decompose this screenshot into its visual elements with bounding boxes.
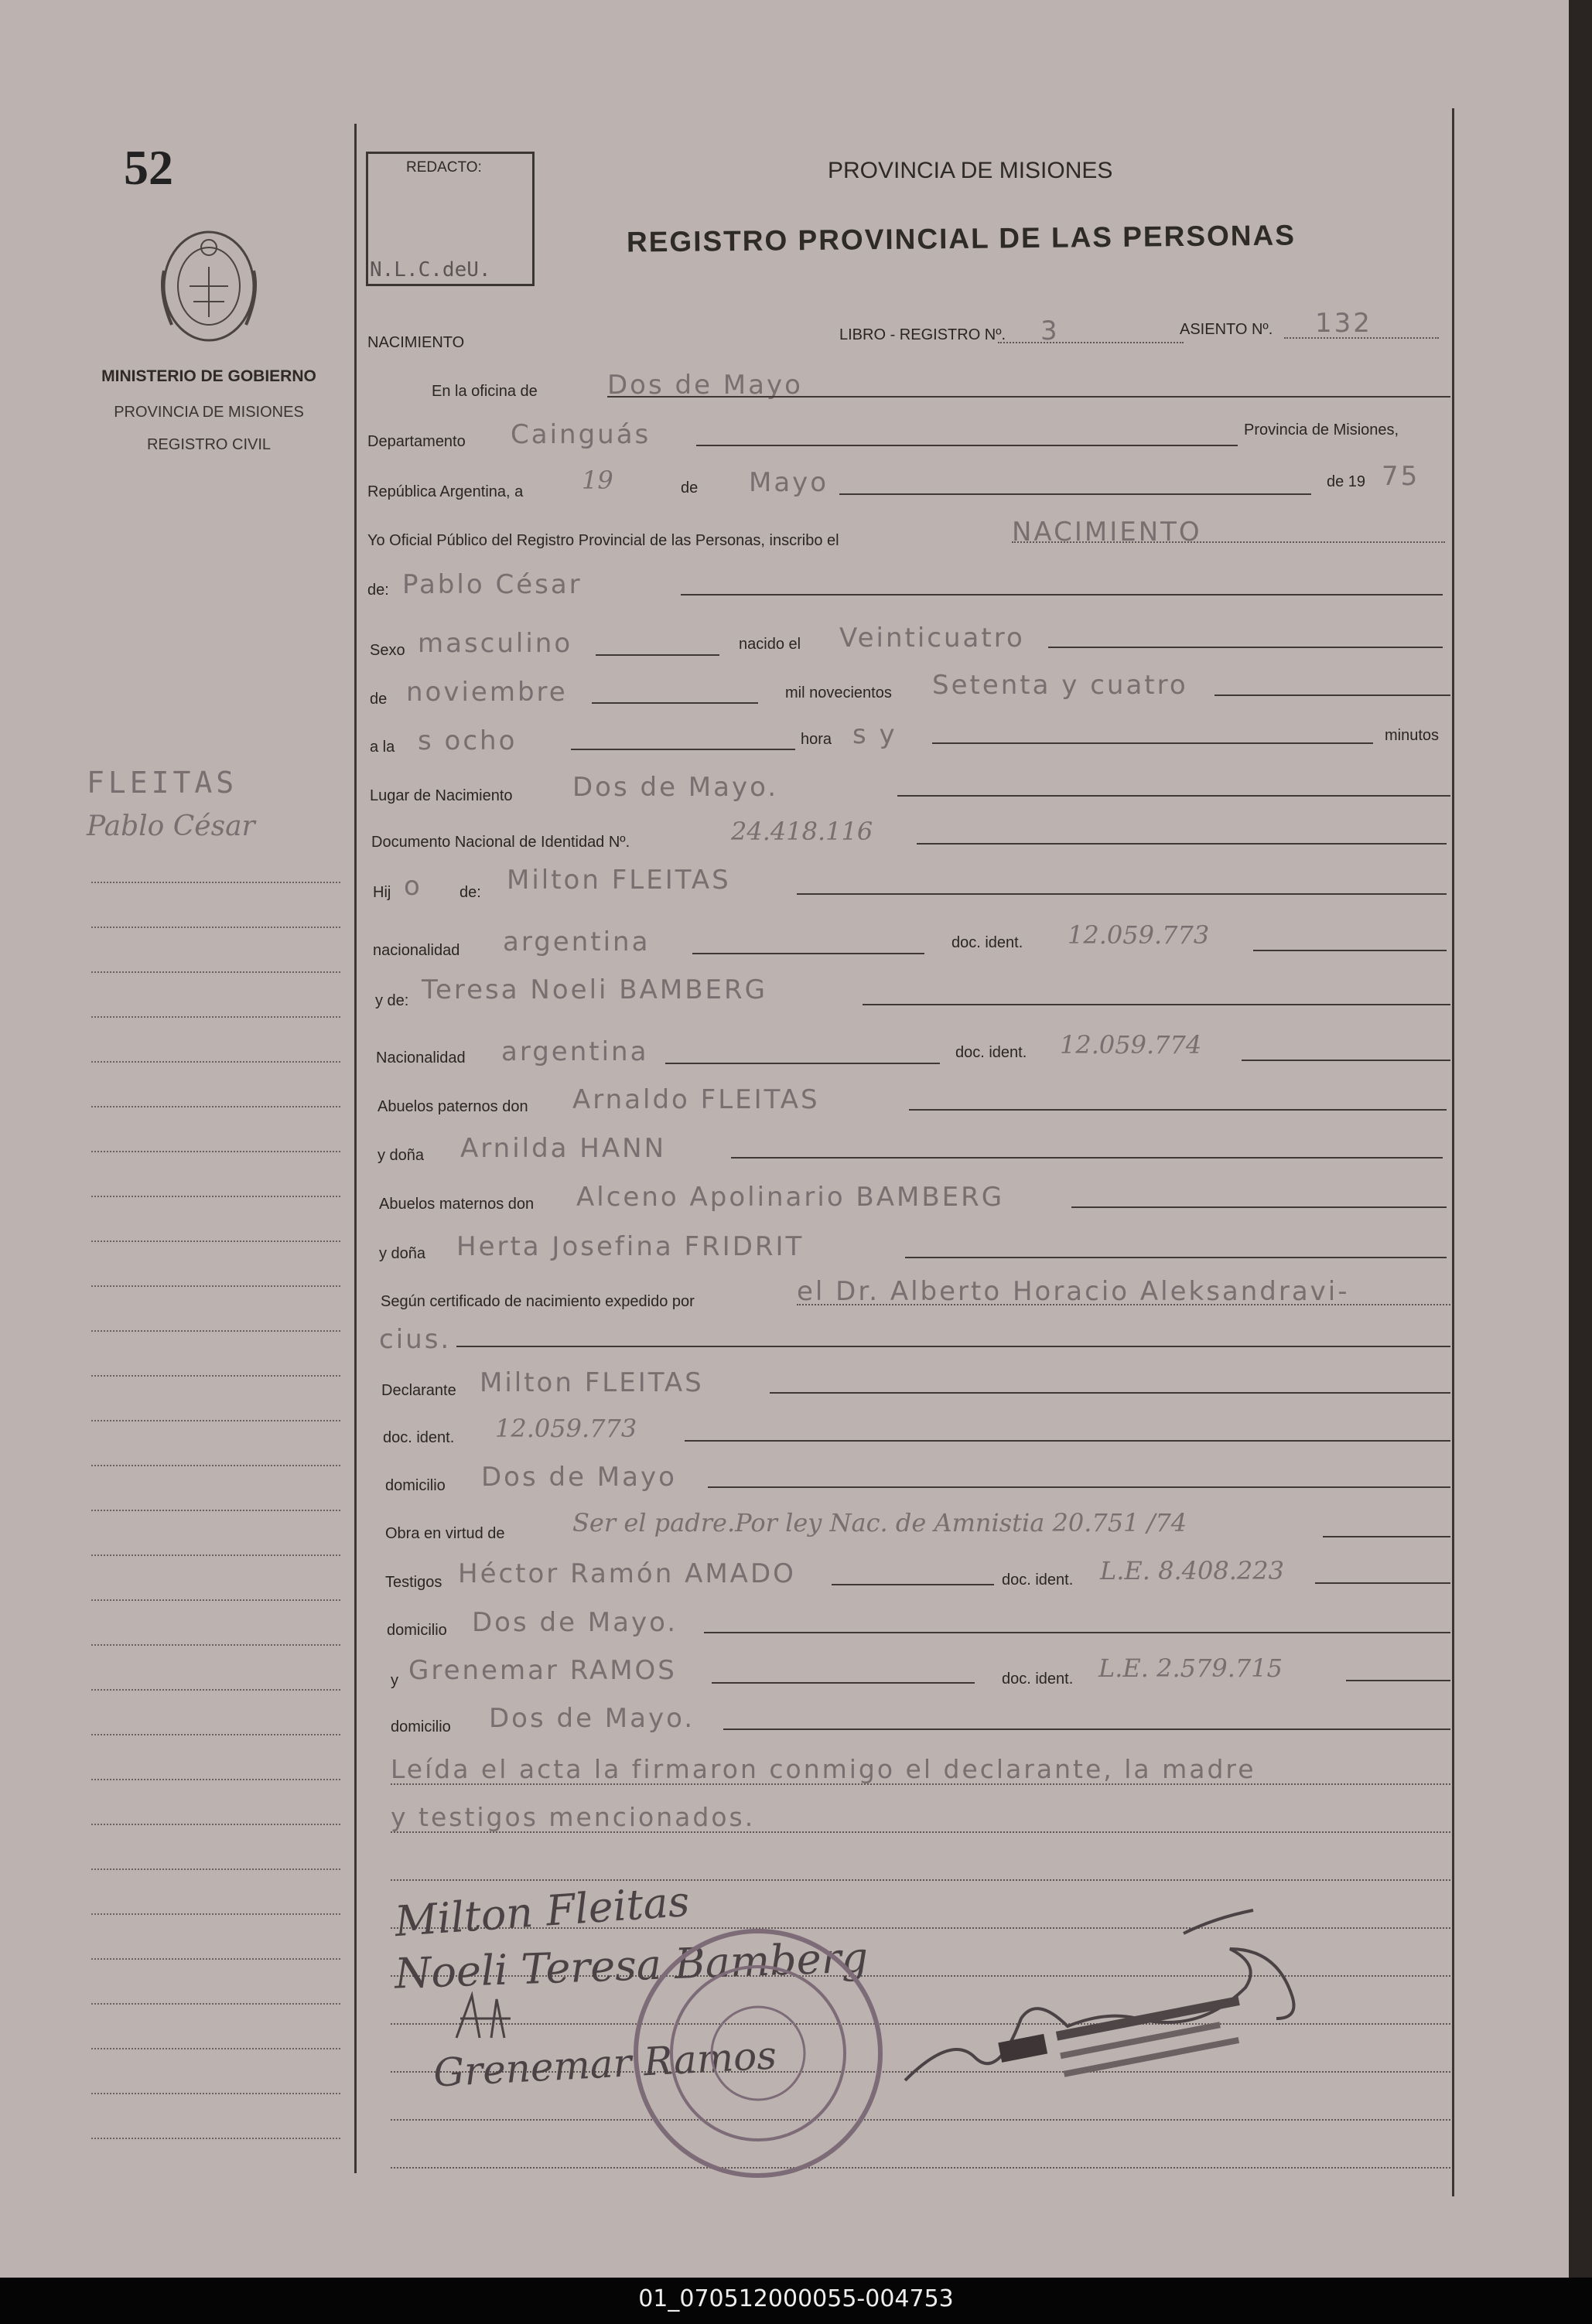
sexo-value: masculino — [418, 628, 573, 659]
witness-2-doc: L.E. 2.579.715 — [1098, 1653, 1283, 1683]
margin-ruled-line — [91, 1644, 340, 1646]
registry-title: REGISTRO PROVINCIAL DE LAS PERSONAS — [626, 219, 1296, 258]
maternal-grandfather: Alceno Apolinario BAMBERG — [576, 1182, 1005, 1213]
declarante-label: Declarante — [381, 1382, 456, 1399]
domicilio-label-3: domicilio — [391, 1718, 451, 1735]
de-label-2: de: — [367, 582, 389, 599]
signature-witness: Grenemar Ramos — [432, 2032, 778, 2096]
asiento-label: ASIENTO Nº. — [1180, 321, 1273, 338]
margin-ruled-line — [91, 1016, 340, 1018]
paternal-grandmother: Arnilda HANN — [460, 1133, 666, 1164]
witness-1-doc: L.E. 8.408.223 — [1100, 1556, 1284, 1585]
margin-note-given-names: Pablo César — [87, 810, 255, 842]
nacido-label: nacido el — [739, 636, 801, 653]
asiento-value: 132 — [1315, 308, 1372, 339]
margin-ruled-line — [91, 1240, 340, 1242]
doc-ident-label-3: doc. ident. — [383, 1429, 455, 1446]
republica-label: República Argentina, a — [367, 483, 524, 500]
de-label: de — [681, 479, 699, 497]
margin-ruled-line — [91, 1151, 340, 1152]
y-label: y — [391, 1672, 398, 1689]
mother-doc: 12.059.774 — [1060, 1030, 1202, 1060]
birth-hour: s ocho — [418, 725, 518, 756]
margin-ruled-line — [91, 1958, 340, 1960]
signature-mother: Noeli Teresa Bamberg — [394, 1933, 869, 1998]
dni-label: Documento Nacional de Identidad Nº. — [371, 834, 630, 851]
y-de-label: y de: — [375, 992, 409, 1009]
page-number: 52 — [124, 140, 173, 195]
child-name: Pablo César — [402, 569, 582, 600]
right-frame-line — [1452, 108, 1454, 2196]
declarante-doc: 12.059.773 — [495, 1414, 637, 1443]
certificado-label: Según certificado de nacimiento expedido por — [381, 1293, 695, 1310]
abuelos-maternos-label: Abuelos maternos don — [379, 1196, 535, 1213]
minutos-label: minutos — [1385, 727, 1440, 744]
province-label: PROVINCIA DE MISIONES — [114, 404, 304, 421]
sexo-label: Sexo — [370, 642, 405, 659]
witness-1-name: Héctor Ramón AMADO — [458, 1558, 796, 1589]
margin-ruled-line — [91, 1196, 340, 1197]
official-round-stamp-icon — [630, 1926, 886, 2181]
y-dona-label-1: y doña — [378, 1147, 425, 1164]
father-doc: 12.059.773 — [1068, 920, 1210, 950]
margin-ruled-line — [91, 2093, 340, 2094]
father-nationality: argentina — [503, 927, 651, 957]
left-frame-line — [354, 124, 357, 2173]
margin-ruled-line — [91, 1779, 340, 1780]
margin-ruled-line — [91, 882, 340, 883]
declarante-domicilio: Dos de Mayo — [481, 1462, 677, 1493]
obra-label: Obra en virtud de — [385, 1525, 505, 1542]
registration-month: Mayo — [749, 467, 829, 498]
a-la-label: a la — [370, 739, 395, 756]
margin-ruled-line — [91, 1330, 340, 1332]
certificate-issuer-2: cius. — [379, 1324, 452, 1355]
signature-ruled-line — [391, 1879, 1450, 1881]
closing-line-2: y testigos mencionados. — [391, 1802, 756, 1832]
hora-y: s y — [852, 719, 897, 750]
father-name: Milton FLEITAS — [507, 865, 731, 896]
margin-ruled-line — [91, 2003, 340, 2005]
de-label-4: de: — [459, 884, 481, 901]
margin-ruled-line — [91, 1465, 340, 1466]
birth-month: noviembre — [406, 677, 568, 708]
margin-note-surname: FLEITAS — [87, 766, 238, 800]
signature-ruled-line — [391, 2167, 1450, 2169]
libro-value: 3 — [1040, 316, 1060, 346]
doc-ident-label-1: doc. ident. — [951, 934, 1023, 951]
y-dona-label-2: y doña — [379, 1245, 426, 1262]
margin-ruled-line — [91, 1420, 340, 1421]
de-year-label: de 19 — [1327, 473, 1366, 490]
margin-ruled-line — [91, 927, 340, 928]
province-header: PROVINCIA DE MISIONES — [828, 158, 1113, 183]
nacionalidad-label-1: nacionalidad — [373, 942, 460, 959]
oficina-value: Dos de Mayo — [607, 370, 803, 401]
lugar-label: Lugar de Nacimiento — [370, 787, 513, 804]
margin-ruled-line — [91, 1689, 340, 1691]
obra-value: Ser el padre.Por ley Nac. de Amnistia 20.751 /74 — [572, 1508, 1187, 1537]
oficina-label: En la oficina de — [432, 383, 538, 400]
margin-ruled-line — [91, 1554, 340, 1556]
redacto-value: N.L.C.deU. — [370, 258, 491, 282]
margin-ruled-line — [91, 1061, 340, 1063]
signature-ruled-line — [391, 2119, 1450, 2121]
mother-name: Teresa Noeli BAMBERG — [422, 974, 767, 1005]
hijo-label: Hij — [373, 884, 391, 901]
margin-ruled-line — [91, 2138, 340, 2139]
hijo-suffix: o — [404, 871, 422, 902]
margin-ruled-line — [91, 1285, 340, 1287]
lugar-value: Dos de Mayo. — [572, 772, 779, 803]
margin-ruled-line — [91, 1375, 340, 1377]
maternal-grandmother: Herta Josefina FRIDRIT — [456, 1231, 805, 1262]
mother-nationality: argentina — [501, 1036, 649, 1067]
declarante-name: Milton FLEITAS — [480, 1367, 704, 1398]
provincia-label: Provincia de Misiones, — [1244, 421, 1399, 439]
coat-of-arms-icon — [155, 224, 263, 348]
redacto-label: REDACTO: — [406, 159, 482, 176]
margin-ruled-line — [91, 1599, 340, 1601]
birth-year: Setenta y cuatro — [932, 670, 1188, 701]
registration-day: 19 — [582, 466, 613, 495]
registration-year: 75 — [1382, 461, 1420, 492]
domicilio-label-1: domicilio — [385, 1477, 446, 1494]
margin-ruled-line — [91, 1510, 340, 1511]
margin-ruled-line — [91, 1106, 340, 1107]
witness-2-domicilio: Dos de Mayo. — [489, 1703, 695, 1734]
registry-label: REGISTRO CIVIL — [146, 436, 272, 453]
mil-novecientos-label: mil novecientos — [785, 684, 892, 701]
page-edge-shadow — [1569, 0, 1592, 2278]
nacido-day: Veinticuatro — [839, 623, 1025, 654]
margin-ruled-line — [91, 971, 340, 973]
doc-ident-label-5: doc. ident. — [1002, 1670, 1074, 1688]
certificate-issuer-1: el Dr. Alberto Horacio Aleksandravi- — [797, 1276, 1350, 1307]
act-type-label: NACIMIENTO — [367, 334, 465, 351]
witness-1-domicilio: Dos de Mayo. — [472, 1607, 678, 1638]
closing-line-1: Leída el acta la firmaron conmigo el declarante, la madre — [391, 1754, 1256, 1784]
doc-ident-label-2: doc. ident. — [955, 1044, 1027, 1061]
domicilio-label-2: domicilio — [387, 1622, 447, 1639]
witness-2-name: Grenemar RAMOS — [408, 1655, 677, 1686]
witness-mark-icon — [449, 1991, 518, 2046]
libro-label: LIBRO - REGISTRO Nº. — [839, 326, 1006, 343]
footer-filename: 01_070512000055-004753 — [638, 2285, 954, 2312]
margin-ruled-line — [91, 2048, 340, 2049]
departamento-value: Cainguás — [511, 419, 651, 450]
margin-ruled-line — [91, 1868, 340, 1870]
doc-ident-label-4: doc. ident. — [1002, 1572, 1074, 1589]
oficial-statement: Yo Oficial Público del Registro Provincial de las Personas, inscribo el — [367, 532, 839, 549]
paternal-grandfather: Arnaldo FLEITAS — [572, 1084, 820, 1115]
ministry-label: MINISTERIO DE GOBIERNO — [101, 367, 316, 385]
inscribe-value: NACIMIENTO — [1012, 517, 1202, 548]
testigos-label: Testigos — [385, 1574, 442, 1591]
nacionalidad-label-2: Nacionalidad — [376, 1049, 466, 1066]
margin-ruled-line — [91, 1913, 340, 1915]
dni-value: 24.418.116 — [731, 817, 873, 846]
de-label-3: de — [370, 691, 388, 708]
signature-father: Milton Fleitas — [393, 1876, 692, 1947]
margin-ruled-line — [91, 1824, 340, 1825]
margin-ruled-line — [91, 1734, 340, 1735]
abuelos-paternos-label: Abuelos paternos don — [378, 1098, 528, 1115]
hora-label: hora — [801, 731, 832, 748]
departamento-label: Departamento — [367, 433, 466, 450]
